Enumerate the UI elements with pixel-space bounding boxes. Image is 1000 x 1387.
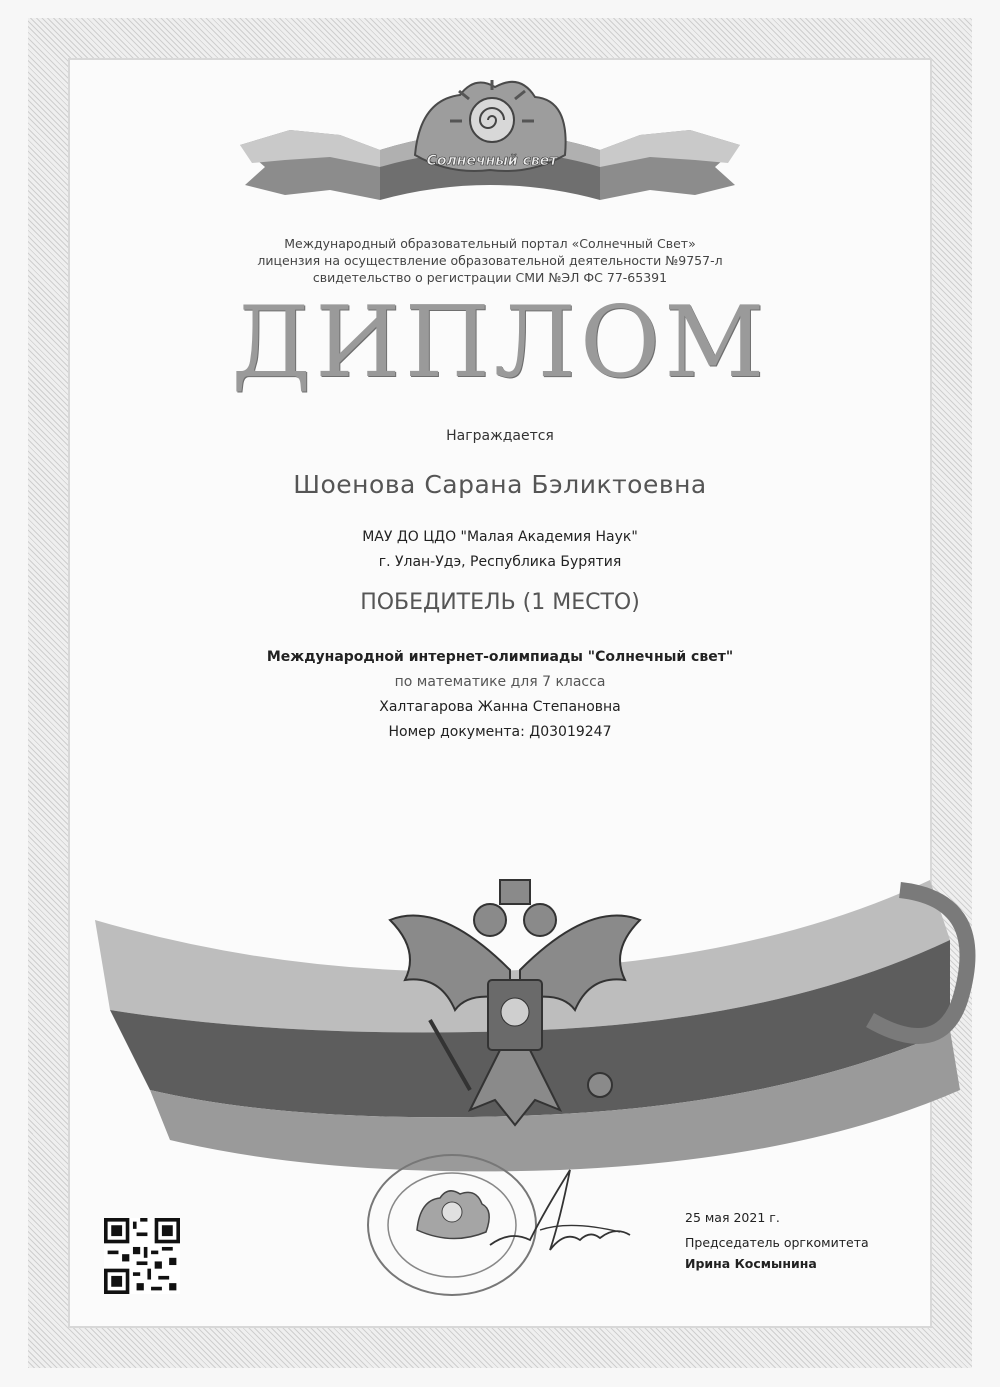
- organization-city: г. Улан-Удэ, Республика Бурятия: [378, 554, 622, 570]
- olympiad-subject: по математике для 7 класса: [394, 674, 606, 690]
- teacher-name: Халтагарова Жанна Степановна: [379, 699, 621, 715]
- license-line: лицензия на осуществление образовательной деятельности №9757-л: [257, 253, 723, 268]
- diploma-title: ДИПЛОМ: [231, 286, 769, 400]
- recipient-name: Шоенова Сарана Бэликтоевна: [293, 470, 707, 499]
- organization-block: [200, 525, 800, 575]
- place-title: ПОБЕДИТЕЛЬ (1 МЕСТО): [360, 590, 640, 615]
- chair-name: Ирина Космынина: [685, 1256, 817, 1271]
- chair-title: Председатель оргкомитета: [685, 1235, 869, 1250]
- awarded-label: Награждается: [446, 428, 554, 444]
- sun-logo-icon: [230, 75, 750, 215]
- olympiad-name: Международной интернет-олимпиады "Солнечный свет": [266, 649, 734, 665]
- coat-of-arms-icon: [0, 860, 1000, 1190]
- qr-code-icon: [104, 1218, 180, 1294]
- signature-icon: [470, 1160, 650, 1270]
- issue-date: 25 мая 2021 г.: [685, 1210, 780, 1225]
- document-number: Номер документа: Д03019247: [388, 724, 612, 740]
- registration-line: свидетельство о регистрации СМИ №ЭЛ ФС 77-65391: [312, 270, 668, 285]
- organization-name: МАУ ДО ЦДО "Малая Академия Наук": [362, 529, 638, 545]
- svg-text:Солнечный свет: Солнечный свет: [426, 153, 558, 169]
- portal-name: Международный образовательный портал «Солнечный Свет»: [284, 236, 696, 251]
- olympiad-block: [150, 645, 850, 745]
- portal-info: [220, 235, 760, 286]
